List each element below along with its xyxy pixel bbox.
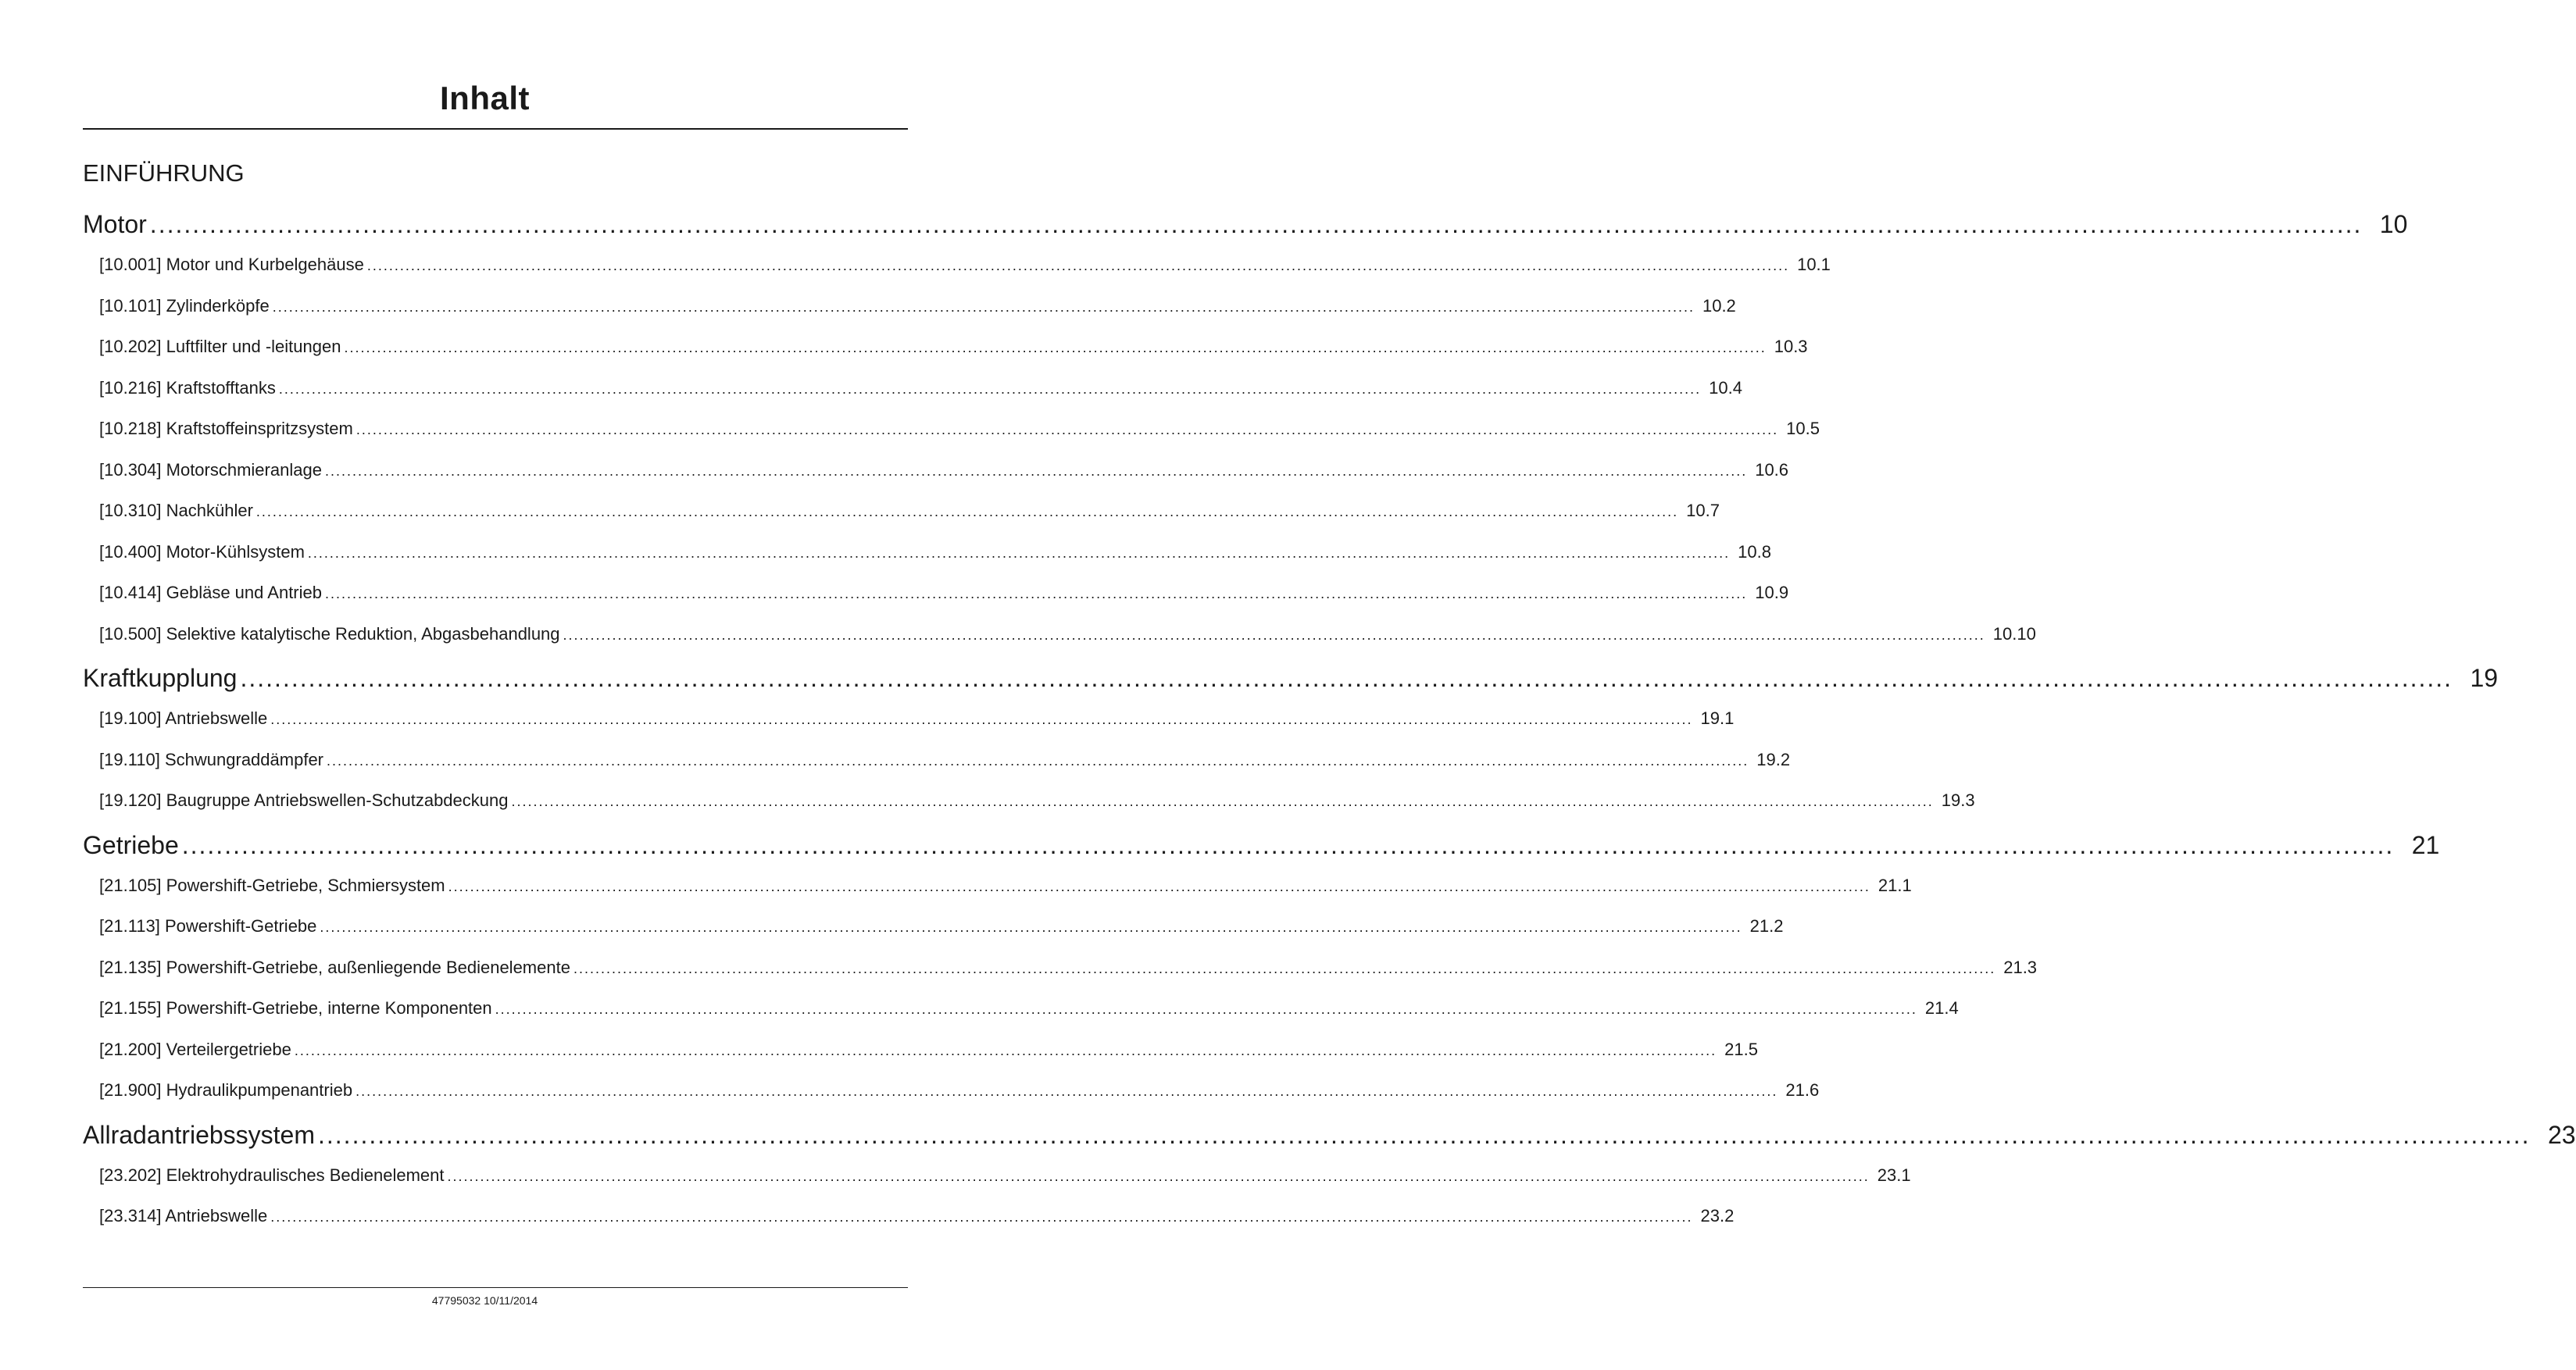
- chapter-title: Allradantriebssystem: [83, 1120, 315, 1149]
- toc-section-entry[interactable]: [83, 865, 1912, 907]
- dot-leader: ....................................................................................................................................................................................................................................................................: [563, 626, 1985, 643]
- chapter-title: Kraftkupplung: [83, 664, 238, 692]
- chapter-title: Motor: [83, 210, 147, 238]
- toc-section-entry[interactable]: [83, 780, 1975, 822]
- section-title: [10.414] Gebläse und Antrieb: [99, 583, 322, 602]
- section-title: [21.105] Powershift-Getriebe, Schmiersystem: [99, 875, 445, 895]
- toc-section-entry[interactable]: [83, 409, 1820, 450]
- toc-section-entry[interactable]: [83, 988, 1959, 1029]
- section-title: [21.200] Verteilergetriebe: [99, 1039, 291, 1059]
- chapter-page-number: 10: [2379, 210, 2408, 238]
- toc-section-entry[interactable]: [83, 740, 1791, 781]
- section-page-number: 10.5: [1786, 419, 1820, 438]
- section-page-number: 10.3: [1774, 337, 1808, 356]
- toc-section-entry[interactable]: [83, 1029, 1758, 1071]
- section-title: [10.304] Motorschmieranlage: [99, 459, 322, 480]
- chapter-page-number: 19: [2470, 664, 2499, 692]
- toc-section-entry[interactable]: [83, 1070, 1820, 1111]
- dot-leader: ....................................................................................................................................................................................................................................................................: [181, 830, 2395, 859]
- section-title: [10.101] Zylinderköpfe: [99, 295, 270, 316]
- dot-leader: ....................................................................................................................................................................................................................................................................: [447, 1168, 1870, 1184]
- toc-section-entry[interactable]: [83, 947, 2038, 989]
- toc-section-entry[interactable]: [83, 698, 1735, 740]
- footer-doc-id: 47795032 10/11/2014: [431, 1294, 538, 1307]
- dot-leader: ....................................................................................................................................................................................................................................................................: [272, 298, 1695, 315]
- dot-leader: ....................................................................................................................................................................................................................................................................: [255, 504, 1679, 519]
- section-page-number: 19.2: [1756, 749, 1791, 769]
- section-page-number: 21.2: [1749, 916, 1784, 936]
- toc-section-entry[interactable]: [83, 614, 2036, 655]
- dot-leader: ....................................................................................................................................................................................................................................................................: [270, 1209, 1693, 1225]
- section-title: [10.500] Selektive katalytische Reduktion, Abgasbehandlung: [99, 623, 560, 644]
- dot-leader: ....................................................................................................................................................................................................................................................................: [573, 960, 1996, 976]
- section-page-number: 10.10: [1992, 623, 2036, 644]
- section-title: [19.100] Antriebswelle: [99, 708, 268, 728]
- toc-section-entry[interactable]: [83, 368, 1742, 409]
- dot-leader: ....................................................................................................................................................................................................................................................................: [355, 422, 1779, 437]
- section-page-number: 23.1: [1877, 1165, 1911, 1185]
- dot-leader: ....................................................................................................................................................................................................................................................................: [327, 752, 1749, 769]
- section-title: [19.110] Schwungraddämpfer: [99, 749, 323, 769]
- toc-section-entry[interactable]: [83, 450, 1789, 491]
- toc-section-entry[interactable]: [83, 244, 1831, 286]
- toc-section-entry[interactable]: [83, 1155, 1911, 1197]
- section-page-number: 21.4: [1924, 998, 1959, 1018]
- dot-leader: ....................................................................................................................................................................................................................................................................: [307, 544, 1731, 561]
- dot-leader: ....................................................................................................................................................................................................................................................................: [278, 380, 1702, 397]
- page-title: Inhalt: [440, 80, 530, 116]
- dot-leader: ....................................................................................................................................................................................................................................................................: [495, 1001, 1917, 1017]
- section-title: [10.400] Motor-Kühlsystem: [99, 541, 305, 562]
- dot-leader: ....................................................................................................................................................................................................................................................................: [318, 1120, 2531, 1149]
- title-divider: [83, 128, 908, 130]
- toc-section-entry[interactable]: [83, 491, 1720, 532]
- dot-leader: ....................................................................................................................................................................................................................................................................: [511, 794, 1934, 809]
- section-title: [21.113] Powershift-Getriebe: [99, 916, 317, 936]
- section-title: [19.120] Baugruppe Antriebswellen-Schutzabdeckung: [99, 790, 509, 810]
- dot-leader: ....................................................................................................................................................................................................................................................................: [240, 664, 2453, 692]
- dot-leader: ....................................................................................................................................................................................................................................................................: [324, 462, 1748, 479]
- toc-chapter-entry[interactable]: [83, 658, 2499, 698]
- dot-leader: ....................................................................................................................................................................................................................................................................: [366, 258, 1790, 273]
- section-page-number: 21.3: [2003, 957, 2038, 977]
- section-title: [23.314] Antriebswelle: [99, 1206, 268, 1226]
- section-title: [23.202] Elektrohydraulisches Bedienelement: [99, 1165, 445, 1185]
- chapter-page-number: 21: [2411, 830, 2440, 859]
- section-title: [21.135] Powershift-Getriebe, außenliegende Bedienelemente: [99, 957, 570, 977]
- toc-section-entry[interactable]: [83, 286, 1736, 327]
- section-page-number: 10.1: [1797, 255, 1831, 274]
- section-page-number: 21.6: [1785, 1080, 1820, 1100]
- section-title: [10.202] Luftfilter und -leitungen: [99, 337, 341, 356]
- dot-leader: ....................................................................................................................................................................................................................................................................: [149, 210, 2363, 238]
- section-page-number: 19.3: [1941, 790, 1975, 810]
- section-page-number: 21.5: [1724, 1039, 1758, 1059]
- section-page-number: 10.2: [1702, 295, 1736, 316]
- section-title: [21.900] Hydraulikpumpenantrieb: [99, 1080, 353, 1100]
- section-title: [10.310] Nachkühler: [99, 501, 253, 520]
- chapter-page-number: 23: [2547, 1120, 2576, 1149]
- toc-section-entry[interactable]: [83, 906, 1784, 947]
- section-page-number: 10.8: [1738, 541, 1771, 562]
- section-title: [10.218] Kraftstoffeinspritzsystem: [99, 419, 353, 438]
- toc-chapter-entry[interactable]: [83, 825, 2440, 865]
- footer-divider: [83, 1287, 908, 1288]
- section-page-number: 10.6: [1755, 459, 1789, 480]
- section-page-number: 19.1: [1700, 708, 1735, 728]
- dot-leader: ....................................................................................................................................................................................................................................................................: [294, 1042, 1717, 1058]
- toc-section-entry[interactable]: [83, 1196, 1735, 1237]
- dot-leader: ....................................................................................................................................................................................................................................................................: [344, 340, 1767, 355]
- section-page-number: 10.4: [1709, 377, 1742, 398]
- dot-leader: ....................................................................................................................................................................................................................................................................: [355, 1083, 1778, 1099]
- section-title: [10.216] Kraftstofftanks: [99, 377, 276, 398]
- section-page-number: 23.2: [1700, 1206, 1735, 1226]
- section-page-number: 10.9: [1755, 583, 1789, 602]
- toc-section-entry[interactable]: [83, 532, 1771, 573]
- section-page-number: 10.7: [1686, 501, 1720, 520]
- dot-leader: ....................................................................................................................................................................................................................................................................: [270, 712, 1693, 727]
- toc-section-entry[interactable]: [83, 573, 1789, 614]
- dot-leader: ....................................................................................................................................................................................................................................................................: [325, 586, 1748, 601]
- table-of-contents: [83, 201, 2576, 1237]
- section-title: [21.155] Powershift-Getriebe, interne Komponenten: [99, 998, 492, 1018]
- toc-section-entry[interactable]: [83, 326, 1808, 368]
- toc-chapter-entry[interactable]: [83, 1115, 2576, 1155]
- chapter-title: Getriebe: [83, 830, 179, 859]
- dot-leader: ....................................................................................................................................................................................................................................................................: [448, 878, 1870, 894]
- intro-heading: EINFÜHRUNG: [83, 159, 245, 187]
- toc-chapter-entry[interactable]: [83, 204, 2408, 244]
- section-title: [10.001] Motor und Kurbelgehäuse: [99, 255, 364, 274]
- dot-leader: ....................................................................................................................................................................................................................................................................: [320, 919, 1742, 935]
- section-page-number: 21.1: [1878, 875, 1912, 895]
